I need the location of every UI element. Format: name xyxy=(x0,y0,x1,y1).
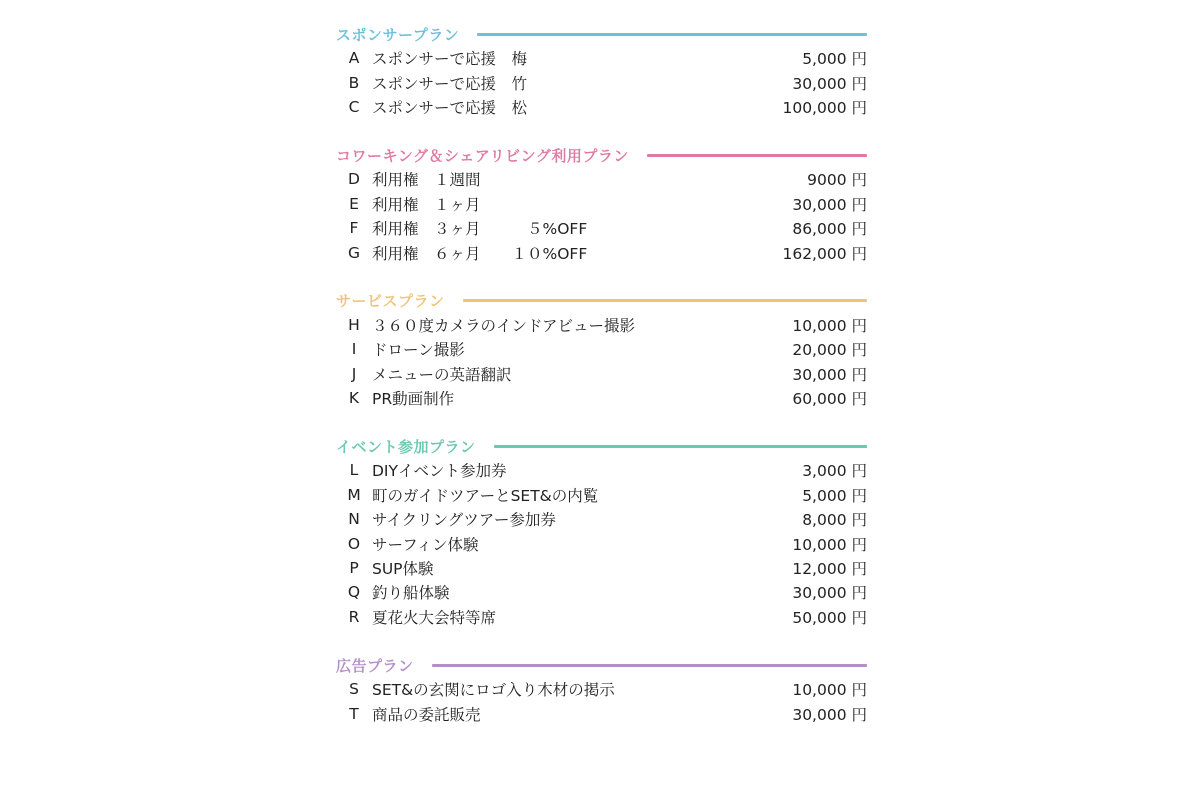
list-item xyxy=(336,95,867,119)
item-letter: K xyxy=(348,389,360,408)
item-price: 86,000 円 xyxy=(792,220,867,239)
price-list xyxy=(336,22,867,750)
list-item xyxy=(336,46,867,70)
item-name: 利用権 １ヶ月 xyxy=(372,195,481,214)
item-price: 60,000 円 xyxy=(792,390,867,409)
list-item xyxy=(336,70,867,94)
item-letter: B xyxy=(348,73,360,92)
item-letter: E xyxy=(349,194,359,213)
item-price: 10,000 円 xyxy=(792,316,867,335)
item-price: 30,000 円 xyxy=(792,74,867,93)
item-letter: I xyxy=(351,340,357,359)
item-price: 30,000 円 xyxy=(792,365,867,384)
section-title: 広告プラン xyxy=(336,656,414,675)
item-letter: L xyxy=(349,461,359,480)
item-letter: M xyxy=(347,485,361,504)
item-name: 町のガイドツアーとSET&の内覧 xyxy=(372,486,599,505)
section-divider-line xyxy=(477,33,867,36)
list-item xyxy=(336,362,867,386)
section-divider-line xyxy=(432,664,867,667)
section-sponsor-plan xyxy=(336,22,867,119)
section-event-plan xyxy=(336,434,867,629)
item-price: 20,000 円 xyxy=(792,341,867,360)
item-price: 5,000 円 xyxy=(802,486,867,505)
item-letter: D xyxy=(348,170,360,189)
item-letter: N xyxy=(348,510,360,529)
item-name: 夏花火大会特等席 xyxy=(372,608,497,627)
section-header xyxy=(336,289,867,313)
item-price: 5,000 円 xyxy=(802,50,867,69)
item-name: DIYイベント参加券 xyxy=(372,462,507,481)
item-name: ３６０度カメラのインドアビュー撮影 xyxy=(372,316,636,335)
section-divider-line xyxy=(463,299,867,302)
item-price: 30,000 円 xyxy=(792,705,867,724)
item-name: スポンサーで応援 竹 xyxy=(372,74,528,93)
section-title: サービスプラン xyxy=(336,292,445,311)
item-letter: C xyxy=(348,97,360,116)
item-name: 利用権 ６ヶ月 １０%OFF xyxy=(372,244,588,263)
item-letter: A xyxy=(348,49,360,68)
list-item xyxy=(336,507,867,531)
section-ad-plan xyxy=(336,653,867,726)
item-name: サーフィン体験 xyxy=(372,535,479,554)
item-price: 30,000 円 xyxy=(792,584,867,603)
section-header xyxy=(336,653,867,677)
item-letter: P xyxy=(349,559,359,578)
section-title: イベント参加プラン xyxy=(336,437,476,456)
item-price: 100,000 円 xyxy=(782,98,867,117)
item-name: スポンサーで応援 松 xyxy=(372,98,528,117)
list-item xyxy=(336,605,867,629)
item-name: 利用権 ３ヶ月 ５%OFF xyxy=(372,220,588,239)
item-letter: R xyxy=(348,607,360,626)
list-item xyxy=(336,313,867,337)
list-item xyxy=(336,458,867,482)
item-price: 30,000 円 xyxy=(792,195,867,214)
list-item xyxy=(336,216,867,240)
list-item xyxy=(336,167,867,191)
section-coworking-plan xyxy=(336,143,867,265)
section-title: スポンサープラン xyxy=(336,25,460,44)
item-letter: J xyxy=(351,364,357,383)
section-header xyxy=(336,22,867,46)
item-price: 8,000 円 xyxy=(802,511,867,530)
item-letter: O xyxy=(347,534,361,553)
section-service-plan xyxy=(336,289,867,411)
list-item xyxy=(336,240,867,264)
list-item xyxy=(336,483,867,507)
item-price: 162,000 円 xyxy=(782,244,867,263)
item-name: 商品の委託販売 xyxy=(372,705,481,724)
item-name: メニューの英語翻訳 xyxy=(372,365,512,384)
item-letter: Q xyxy=(347,583,361,602)
item-name: 利用権 １週間 xyxy=(372,171,481,190)
item-price: 50,000 円 xyxy=(792,608,867,627)
item-name: PR動画制作 xyxy=(372,390,455,409)
item-letter: S xyxy=(349,680,359,699)
list-item xyxy=(336,677,867,701)
item-price: 12,000 円 xyxy=(792,560,867,579)
list-item xyxy=(336,580,867,604)
item-letter: H xyxy=(348,315,360,334)
section-divider-line xyxy=(494,445,867,448)
item-name: ドローン撮影 xyxy=(372,341,465,360)
item-letter: G xyxy=(347,243,360,262)
item-name: スポンサーで応援 梅 xyxy=(372,50,528,69)
item-price: 10,000 円 xyxy=(792,681,867,700)
list-item xyxy=(336,531,867,555)
section-header xyxy=(336,143,867,167)
item-name: サイクリングツアー参加券 xyxy=(372,511,556,530)
list-item xyxy=(336,337,867,361)
item-price: 9000 円 xyxy=(807,171,867,190)
item-name: SET&の玄関にロゴ入り木材の掲示 xyxy=(372,681,615,700)
list-item xyxy=(336,386,867,410)
section-divider-line xyxy=(647,154,867,157)
section-title: コワーキング＆シェアリビング利用プラン xyxy=(336,146,629,165)
item-price: 3,000 円 xyxy=(802,462,867,481)
item-name: SUP体験 xyxy=(372,560,434,579)
section-header xyxy=(336,434,867,458)
list-item xyxy=(336,701,867,725)
item-letter: T xyxy=(349,704,359,723)
item-name: 釣り船体験 xyxy=(372,584,450,603)
list-item xyxy=(336,192,867,216)
item-price: 10,000 円 xyxy=(792,535,867,554)
item-letter: F xyxy=(349,219,359,238)
list-item xyxy=(336,556,867,580)
